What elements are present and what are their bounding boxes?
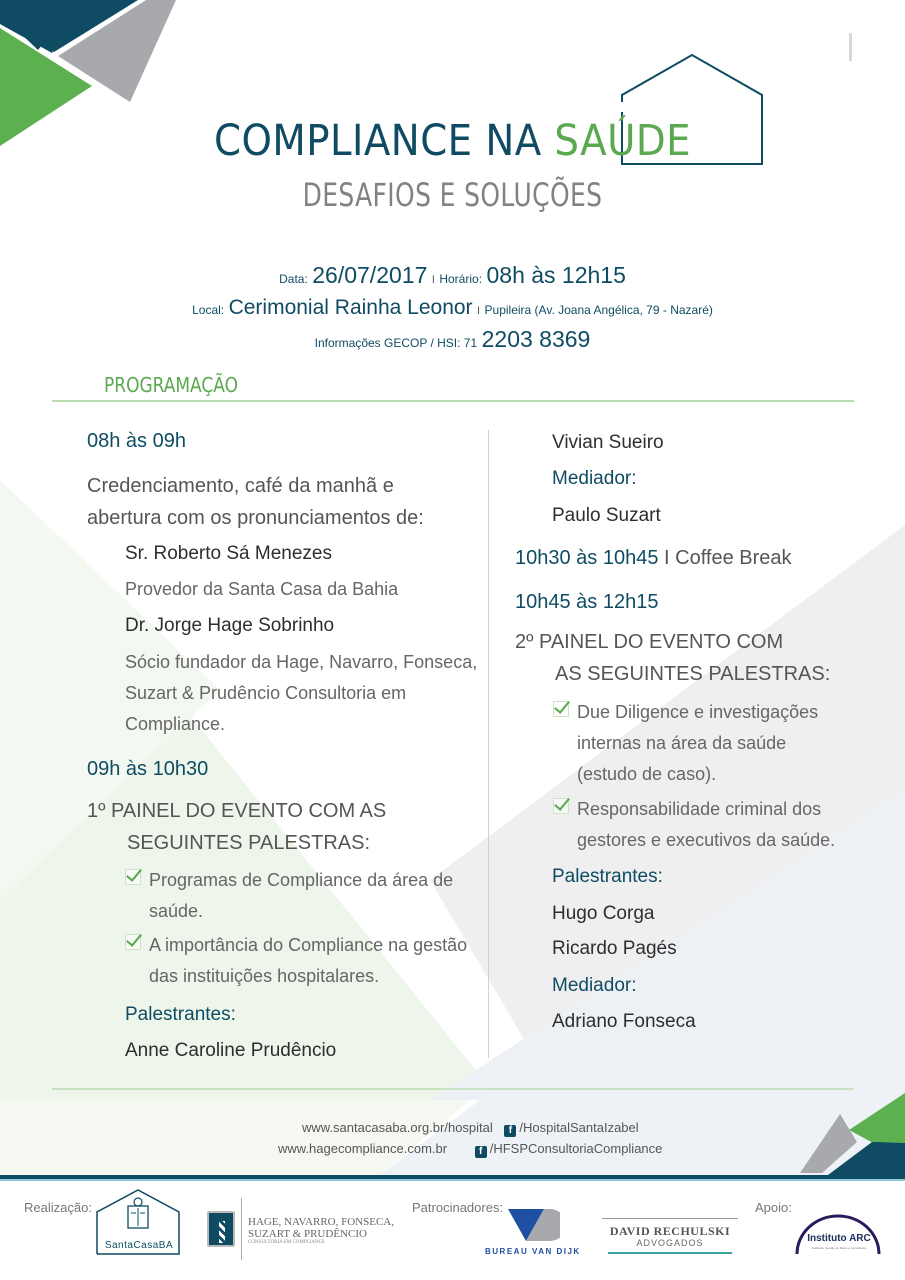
lighthouse-icon: [207, 1211, 235, 1247]
slot-time: 09h às 10h30: [87, 758, 209, 780]
event-contact: [0, 326, 905, 353]
santacasa-logo-text: SantaCasaBA: [104, 1240, 174, 1251]
facebook-link[interactable]: f /HFSPConsultoriaCompliance: [475, 1141, 663, 1156]
hage-logo-text: HAGE, NAVARRO, FONSECA, SUZART & PRUDÊNCIO CONSULTORIA EM COMPLIANCE: [248, 1216, 394, 1245]
mediator-name: Adriano Fonseca: [552, 1011, 696, 1032]
mediator-label: Mediador:: [552, 468, 637, 489]
logo-divider: [241, 1198, 242, 1260]
divider-bottom: [52, 1088, 854, 1090]
contact-phone: 2203 8369: [481, 326, 591, 352]
speaker-name: Ricardo Pagés: [552, 938, 677, 959]
separator: I: [431, 274, 435, 286]
slot-time: 10h30 às 10h45: [515, 547, 659, 569]
printer-mark: [849, 33, 852, 61]
slot-description: abertura com os pronunciamentos de:: [87, 507, 424, 529]
rechulski-accent: [608, 1252, 732, 1254]
talk-line: saúde.: [149, 901, 204, 921]
speaker-name: Sr. Roberto Sá Menezes: [125, 543, 332, 564]
checkbox-icon: [125, 934, 141, 950]
speaker-role: Compliance.: [125, 714, 226, 734]
speaker-role: Suzart & Prudêncio Consultoria em: [125, 683, 407, 703]
apoio-label: Apoio:: [755, 1200, 792, 1215]
date-value: 26/07/2017: [312, 262, 428, 288]
talk-line: Due Diligence e investigações: [577, 702, 819, 722]
slot-description: Credenciamento, café da manhã e: [87, 475, 394, 497]
contact-label: Informações GECOP / HSI: 71: [314, 336, 478, 350]
website-link[interactable]: www.hagecompliance.com.br: [278, 1141, 448, 1156]
rechulski-logo-text: DAVID RECHULSKI: [609, 1224, 731, 1238]
checkbox-icon: [125, 869, 141, 885]
panel-title: 1º PAINEL DO EVENTO COM AS: [87, 800, 387, 822]
speaker-name: Anne Caroline Prudêncio: [125, 1040, 337, 1061]
patrocinadores-label: Patrocinadores:: [412, 1200, 504, 1215]
talk-item: [553, 697, 818, 790]
location-label: Local:: [192, 303, 225, 317]
speaker-name: Vivian Sueiro: [552, 432, 664, 453]
slot-time: 08h às 09h: [87, 430, 186, 452]
realizacao-label: Realização:: [24, 1200, 92, 1215]
event-date-time: [0, 262, 905, 289]
bureau-van-dijk-logo: [508, 1209, 560, 1241]
rechulski-rule: [602, 1218, 738, 1219]
talk-line: A importância do Compliance na gestão: [149, 935, 468, 955]
location-value: Cerimonial Rainha Leonor: [228, 296, 473, 319]
title-part-main: COMPLIANCE NA: [214, 116, 555, 166]
talk-line: das instituições hospitalares.: [149, 966, 380, 986]
event-location: [0, 296, 905, 320]
talk-line: Responsabilidade criminal dos: [577, 799, 822, 819]
panel-title: SEGUINTES PALESTRAS:: [127, 832, 371, 854]
checkbox-icon: [553, 701, 569, 717]
speaker-role: Sócio fundador da Hage, Navarro, Fonseca,: [125, 652, 478, 672]
instituto-arc-text: Instituto ARC: [807, 1233, 871, 1244]
bureau-van-dijk-text: BUREAU VAN DIJK: [485, 1247, 581, 1256]
website-link[interactable]: www.santacasaba.org.br/hospital: [302, 1120, 493, 1135]
speaker-role: Provedor da Santa Casa da Bahia: [125, 579, 399, 599]
divider-top: [52, 400, 854, 402]
program-heading: PROGRAMAÇÃO: [104, 373, 238, 397]
talk-item: [125, 930, 467, 992]
speaker-name: Dr. Jorge Hage Sobrinho: [125, 615, 335, 636]
panel-title: AS SEGUINTES PALESTRAS:: [555, 663, 831, 685]
speaker-name: Hugo Corga: [552, 903, 655, 924]
coffee-break: [515, 547, 792, 570]
panel-title: 2º PAINEL DO EVENTO COM: [515, 631, 784, 653]
facebook-link[interactable]: f /HospitalSantaIzabel: [504, 1120, 638, 1135]
date-label: Data:: [279, 272, 308, 286]
talk-line: internas na área da saúde: [577, 733, 787, 753]
separator: I: [664, 547, 670, 569]
slot-time: 10h45 às 12h15: [515, 591, 659, 613]
talk-item: [125, 865, 453, 927]
separator: I: [477, 305, 481, 317]
instituto-arc-sub: Auditoria, Gestão de Risco e Compliance: [811, 1246, 867, 1250]
talk-line: (estudo de caso).: [577, 764, 717, 784]
mediator-label: Mediador:: [552, 975, 637, 996]
speakers-label: Palestrantes:: [552, 866, 663, 887]
checkbox-icon: [553, 798, 569, 814]
time-label: Horário:: [439, 272, 483, 286]
talk-line: Programas de Compliance da área de: [149, 870, 454, 890]
facebook-icon: f: [504, 1125, 516, 1137]
time-value: 08h às 12h15: [486, 262, 626, 288]
facebook-icon: f: [475, 1146, 487, 1158]
title-part-accent: SAÚDE: [554, 116, 691, 166]
rechulski-logo-sub: ADVOGADOS: [636, 1238, 704, 1248]
links-row-1: [302, 1120, 639, 1137]
page-title: [45, 116, 860, 166]
mediator-name: Paulo Suzart: [552, 505, 661, 526]
page-subtitle: DESAFIOS E SOLUÇÕES: [302, 176, 603, 214]
talk-line: gestores e executivos da saúde.: [577, 830, 836, 850]
links-row-2: [278, 1141, 662, 1158]
coffee-break-label: Coffee Break: [675, 547, 792, 569]
talk-item: [553, 794, 835, 856]
location-detail: Pupileira (Av. Joana Angélica, 79 - Nazaré): [484, 303, 713, 317]
speakers-label: Palestrantes:: [125, 1004, 236, 1025]
column-divider: [488, 430, 489, 1058]
